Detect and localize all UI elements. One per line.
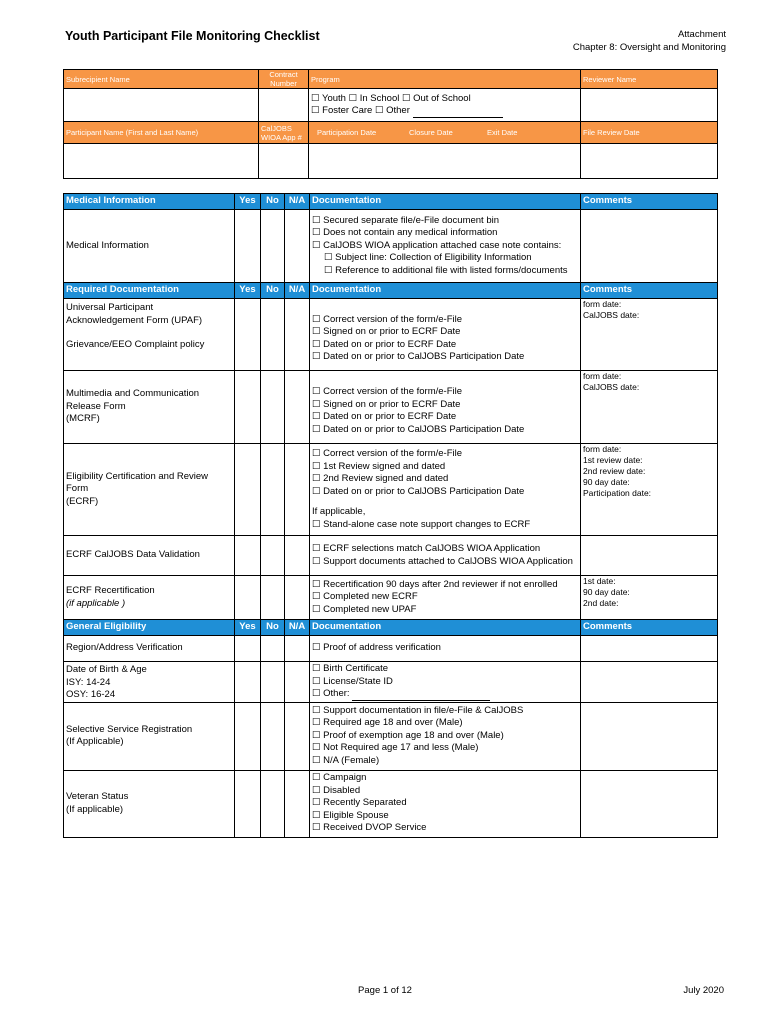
row-label [64, 444, 235, 536]
comments-cell[interactable] [581, 770, 718, 837]
doc-item[interactable]: ☐ Stand-alone case note support changes to ECRF [312, 518, 531, 530]
label-line: ISY: 14-24 [66, 676, 111, 688]
participant-info-table [63, 69, 718, 179]
yes-header: Yes [235, 620, 261, 636]
row-label [64, 770, 235, 837]
documentation-header: Documentation [310, 194, 581, 210]
row-label [64, 299, 235, 371]
doc-item[interactable]: ☐ Recertification 90 days after 2nd reviewer if not enrolled [312, 578, 558, 590]
doc-item[interactable]: ☐ Dated on or prior to CalJOBS Participation Date [312, 351, 525, 362]
doc-item[interactable]: ☐ ECRF selections match CalJOBS WIOA Application [312, 543, 541, 554]
yes-cell[interactable] [235, 770, 261, 837]
doc-item[interactable]: ☐ Other: [312, 688, 350, 699]
participation-date-header: Participation Date [317, 128, 377, 137]
na-cell[interactable] [285, 210, 310, 283]
na-cell[interactable] [285, 636, 310, 662]
label-line: Date of Birth & Age [66, 664, 147, 675]
yes-cell[interactable] [235, 576, 261, 620]
documentation-cell [310, 662, 581, 703]
comments-cell[interactable] [581, 702, 718, 770]
comment-label: 90 day date: [583, 587, 630, 597]
doc-item[interactable]: ☐ Birth Certificate [312, 663, 389, 674]
yes-cell[interactable] [235, 299, 261, 371]
no-cell[interactable] [261, 576, 285, 620]
label-line: Multimedia and Communication [66, 388, 200, 400]
na-cell[interactable] [285, 702, 310, 770]
table-row [64, 371, 718, 444]
label-line: ECRF Recertification [66, 585, 155, 596]
dates-field[interactable] [309, 144, 581, 179]
comment-label: form date: [583, 371, 622, 381]
required-section-header [64, 283, 718, 299]
other-blank[interactable] [413, 108, 503, 118]
exit-date-header: Exit Date [487, 128, 518, 137]
table-row [64, 702, 718, 770]
comments-cell[interactable] [581, 371, 718, 444]
comment-label: 2nd date: [583, 598, 619, 608]
doc-note: If applicable, [312, 506, 366, 517]
comment-label: 2nd review date: [583, 466, 646, 476]
doc-item[interactable]: ☐ Dated on or prior to ECRF Date [312, 338, 457, 350]
file-review-date-field[interactable] [581, 144, 718, 179]
label-line: Veteran Status [66, 791, 129, 802]
medical-section-title: Medical Information [64, 194, 235, 210]
no-cell[interactable] [261, 770, 285, 837]
program-options[interactable] [309, 89, 581, 122]
contract-number-header: Contract Number [259, 70, 309, 89]
label-line: Selective Service Registration [66, 723, 193, 735]
general-section-title: General Eligibility [64, 620, 235, 636]
yes-cell[interactable] [235, 662, 261, 703]
no-cell[interactable] [261, 444, 285, 536]
comment-label: 1st review date: [583, 455, 643, 465]
comment-label: CalJOBS date: [583, 382, 640, 392]
participant-name-field[interactable] [64, 144, 259, 179]
no-header: No [261, 620, 285, 636]
na-cell[interactable] [285, 299, 310, 371]
doc-item[interactable]: ☐ Correct version of the form/e-File [312, 386, 463, 397]
table-row [64, 636, 718, 662]
na-cell[interactable] [285, 662, 310, 703]
doc-item[interactable]: ☐ Correct version of the form/e-File [312, 448, 463, 459]
table-row [64, 662, 718, 703]
documentation-cell [310, 210, 581, 283]
doc-item[interactable]: ☐ Disabled [312, 784, 361, 796]
label-line: (If Applicable) [66, 736, 124, 747]
comments-header: Comments [581, 194, 718, 210]
doc-item[interactable]: ☐ Reference to additional file with listed forms/documents [324, 264, 568, 276]
subrecipient-field[interactable] [64, 89, 259, 122]
doc-item[interactable]: ☐ Does not contain any medical information [312, 227, 498, 239]
file-review-date-header: File Review Date [581, 122, 718, 144]
caljobs-app-header: CalJOBS WIOA App # [259, 122, 309, 144]
row-label: Medical Information [64, 210, 235, 283]
row-label [64, 662, 235, 703]
comments-cell[interactable] [581, 636, 718, 662]
upaf-label: Universal Participant Acknowledgement Form (UPAF) [66, 302, 203, 326]
documentation-cell [310, 299, 581, 371]
chapter-label: Chapter 8: Oversight and Monitoring [572, 42, 726, 53]
no-cell[interactable] [261, 702, 285, 770]
documentation-cell [310, 702, 581, 770]
comment-label: Participation date: [583, 488, 652, 498]
subrecipient-header: Subrecipient Name [64, 70, 259, 89]
doc-item[interactable]: ☐ Completed new UPAF [312, 603, 417, 615]
dates-header [309, 122, 581, 144]
comments-cell[interactable] [581, 662, 718, 703]
required-section-title: Required Documentation [64, 283, 235, 299]
contract-number-field[interactable] [259, 89, 309, 122]
doc-item[interactable]: ☐ Not Required age 17 and less (Male) [312, 742, 479, 754]
documentation-header: Documentation [310, 283, 581, 299]
doc-item[interactable]: ☐ N/A (Female) [312, 754, 380, 766]
doc-item[interactable]: ☐ Proof of exemption age 18 and over (Male) [312, 729, 504, 741]
doc-item[interactable]: ☐ Proof of address verification [312, 642, 441, 654]
doc-item[interactable]: ☐ Received DVOP Service [312, 822, 427, 834]
no-cell[interactable] [261, 210, 285, 283]
label-line: Form [66, 483, 89, 495]
label-line: (MCRF) [66, 413, 100, 425]
footer-date: July 2020 [683, 985, 724, 996]
documentation-cell [310, 536, 581, 576]
comments-cell[interactable] [581, 536, 718, 576]
doc-item[interactable]: ☐ Signed on or prior to ECRF Date [312, 326, 461, 337]
na-header: N/A [285, 283, 310, 299]
youth-checkboxes[interactable]: ☐ Youth ☐ In School ☐ Out of School [311, 92, 471, 104]
no-header: No [261, 194, 285, 210]
documentation-cell [310, 636, 581, 662]
comment-label: 90 day date: [583, 477, 630, 487]
comment-label: CalJOBS date: [583, 310, 640, 320]
yes-cell[interactable] [235, 371, 261, 444]
attachment-label: Attachment [677, 29, 726, 40]
no-cell[interactable] [261, 299, 285, 371]
yes-cell[interactable] [235, 210, 261, 283]
doc-item-other[interactable] [312, 688, 578, 701]
label-line: OSY: 16-24 [66, 689, 116, 700]
doc-item[interactable]: ☐ License/State ID [312, 675, 393, 687]
other-blank[interactable] [352, 691, 490, 701]
participant-name-header: Participant Name (First and Last Name) [64, 122, 259, 144]
doc-item[interactable]: ☐ Support documents attached to CalJOBS WIOA Application [312, 555, 573, 567]
table-row [64, 444, 718, 536]
comment-label: form date: [583, 299, 622, 309]
no-cell[interactable] [261, 636, 285, 662]
comments-cell[interactable] [581, 210, 718, 283]
no-cell[interactable] [261, 536, 285, 576]
row-label [64, 576, 235, 620]
na-header: N/A [285, 194, 310, 210]
doc-item[interactable]: ☐ Eligible Spouse [312, 809, 389, 821]
no-header: No [261, 283, 285, 299]
label-line: (if applicable ) [66, 597, 126, 609]
doc-item[interactable]: ☐ Secured separate file/e-File document bin [312, 214, 500, 226]
doc-item[interactable]: ☐ Subject line: Collection of Eligibility Information [324, 252, 532, 264]
doc-item[interactable]: ☐ Campaign [312, 772, 367, 784]
na-header: N/A [285, 620, 310, 636]
no-cell[interactable] [261, 371, 285, 444]
label-line: (If applicable) [66, 803, 124, 815]
page-title: Youth Participant File Monitoring Checklist [65, 29, 320, 43]
table-row [64, 536, 718, 576]
documentation-cell [310, 770, 581, 837]
doc-item[interactable]: ☐ CalJOBS WIOA application attached case note contains: [312, 239, 562, 251]
general-section-header [64, 620, 718, 636]
comments-cell[interactable] [581, 299, 718, 371]
comment-label: form date: [583, 444, 622, 454]
closure-date-header: Closure Date [409, 128, 453, 137]
comments-header: Comments [581, 283, 718, 299]
yes-header: Yes [235, 283, 261, 299]
no-cell[interactable] [261, 662, 285, 703]
yes-cell[interactable] [235, 444, 261, 536]
label-line: (ECRF) [66, 495, 99, 507]
doc-item[interactable]: ☐ Completed new ECRF [312, 591, 418, 603]
foster-row[interactable] [311, 105, 578, 118]
doc-item[interactable]: ☐ Dated on or prior to CalJOBS Participation Date [312, 423, 525, 435]
doc-item[interactable]: ☐ 2nd Review signed and dated [312, 473, 449, 484]
table-row [64, 576, 718, 620]
reviewer-field[interactable] [581, 89, 718, 122]
comments-cell[interactable] [581, 444, 718, 536]
row-label [64, 371, 235, 444]
documentation-cell [310, 576, 581, 620]
header-attachment [573, 28, 726, 54]
yes-cell[interactable] [235, 702, 261, 770]
na-cell[interactable] [285, 576, 310, 620]
table-row [64, 210, 718, 283]
label-line: Release Form [66, 400, 126, 412]
doc-item[interactable]: ☐ 1st Review signed and dated [312, 460, 446, 472]
doc-item[interactable]: ☐ Correct version of the form/e-File [312, 313, 463, 325]
page-number: Page 1 of 12 [358, 985, 412, 996]
yes-cell[interactable] [235, 636, 261, 662]
documentation-header: Documentation [310, 620, 581, 636]
doc-item[interactable]: ☐ Required age 18 and over (Male) [312, 717, 463, 729]
caljobs-app-field[interactable] [259, 144, 309, 179]
doc-item[interactable]: ☐ Recently Separated [312, 797, 407, 809]
comment-label: 1st date: [583, 576, 616, 586]
doc-item[interactable]: ☐ Support documentation in file/e-File & CalJOBS [312, 704, 524, 716]
comments-cell[interactable] [581, 576, 718, 620]
checklist-table [63, 193, 718, 838]
documentation-cell [310, 444, 581, 536]
table-row [64, 299, 718, 371]
doc-item[interactable]: ☐ Signed on or prior to ECRF Date [312, 398, 461, 410]
program-header: Program [309, 70, 581, 89]
foster-checkboxes[interactable]: ☐ Foster Care ☐ Other [311, 105, 410, 116]
na-cell[interactable] [285, 770, 310, 837]
medical-section-header [64, 194, 718, 210]
doc-item[interactable]: ☐ Dated on or prior to ECRF Date [312, 411, 457, 422]
documentation-cell [310, 371, 581, 444]
grievance-label: Grievance/EEO Complaint policy [66, 339, 205, 350]
doc-item[interactable]: ☐ Dated on or prior to CalJOBS Participation Date [312, 485, 525, 497]
yes-cell[interactable] [235, 536, 261, 576]
comments-header: Comments [581, 620, 718, 636]
na-cell[interactable] [285, 536, 310, 576]
na-cell[interactable] [285, 371, 310, 444]
label-line: Eligibility Certification and Review [66, 470, 209, 482]
row-label: Region/Address Verification [64, 636, 235, 662]
na-cell[interactable] [285, 444, 310, 536]
row-label [64, 702, 235, 770]
yes-header: Yes [235, 194, 261, 210]
reviewer-header: Reviewer Name [581, 70, 718, 89]
row-label: ECRF CalJOBS Data Validation [64, 536, 235, 576]
table-row [64, 770, 718, 837]
